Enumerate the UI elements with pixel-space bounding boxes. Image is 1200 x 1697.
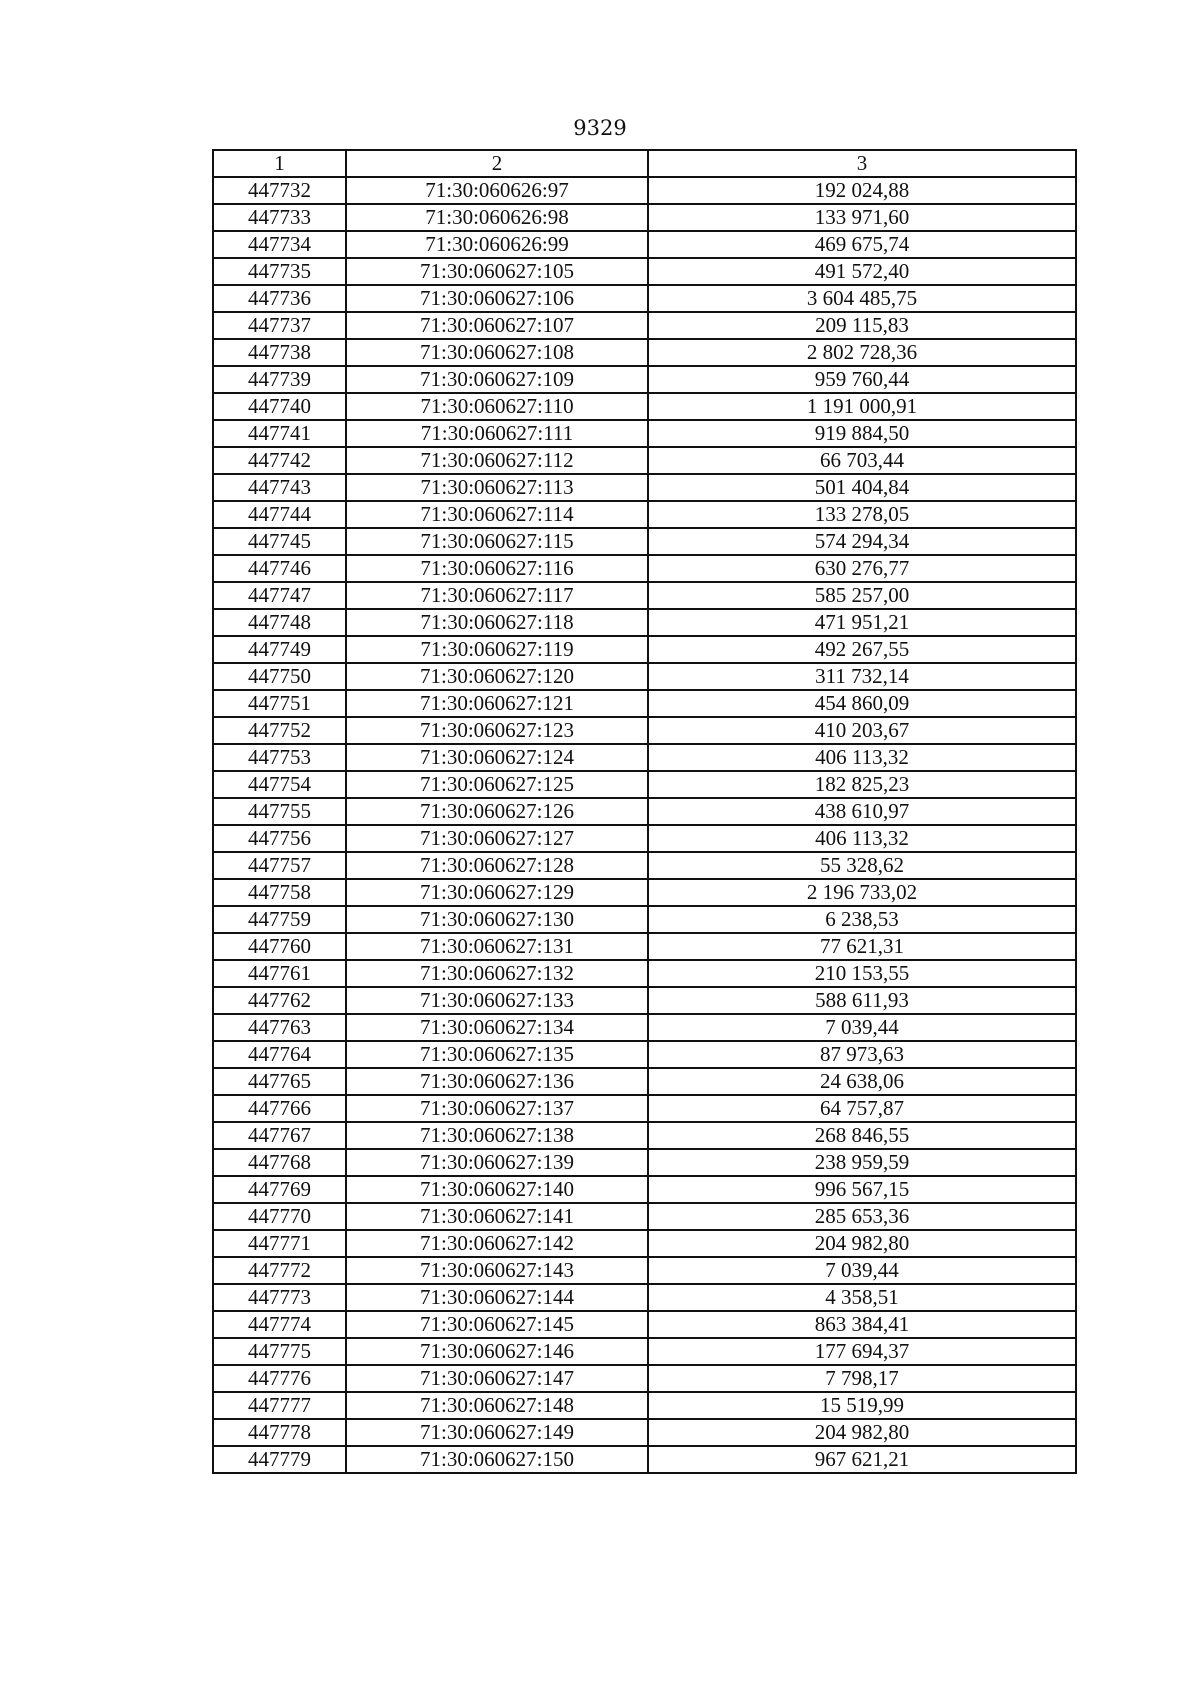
- table-row: [213, 609, 1076, 636]
- cadastral-number-cell: 71:30:060627:144: [346, 1284, 648, 1311]
- row-number-cell: 447771: [213, 1230, 346, 1257]
- row-number-cell: 447734: [213, 231, 346, 258]
- cadastral-number-cell: 71:30:060627:108: [346, 339, 648, 366]
- cadastral-value-cell: 177 694,37: [648, 1338, 1076, 1365]
- cadastral-value-cell: 471 951,21: [648, 609, 1076, 636]
- row-number-cell: 447761: [213, 960, 346, 987]
- cadastral-value-cell: 268 846,55: [648, 1122, 1076, 1149]
- table-row: [213, 555, 1076, 582]
- cadastral-number-cell: 71:30:060627:140: [346, 1176, 648, 1203]
- row-number-cell: 447749: [213, 636, 346, 663]
- table-header-row: [213, 150, 1076, 177]
- table-row: [213, 798, 1076, 825]
- row-number-cell: 447777: [213, 1392, 346, 1419]
- row-number-cell: 447764: [213, 1041, 346, 1068]
- cadastral-value-cell: 7 039,44: [648, 1257, 1076, 1284]
- table-row: [213, 663, 1076, 690]
- table-row: [213, 1068, 1076, 1095]
- cadastral-number-cell: 71:30:060627:106: [346, 285, 648, 312]
- table-row: [213, 204, 1076, 231]
- row-number-cell: 447732: [213, 177, 346, 204]
- table-row: [213, 312, 1076, 339]
- table-row: [213, 420, 1076, 447]
- cadastral-number-cell: 71:30:060627:132: [346, 960, 648, 987]
- row-number-cell: 447755: [213, 798, 346, 825]
- cadastral-number-cell: 71:30:060627:111: [346, 420, 648, 447]
- table-row: [213, 933, 1076, 960]
- cadastral-number-cell: 71:30:060627:113: [346, 474, 648, 501]
- cadastral-number-cell: 71:30:060627:135: [346, 1041, 648, 1068]
- table-row: [213, 366, 1076, 393]
- row-number-cell: 447743: [213, 474, 346, 501]
- cadastral-value-cell: 588 611,93: [648, 987, 1076, 1014]
- table-row: [213, 717, 1076, 744]
- cadastral-number-cell: 71:30:060627:105: [346, 258, 648, 285]
- cadastral-value-cell: 967 621,21: [648, 1446, 1076, 1473]
- table-row: [213, 771, 1076, 798]
- row-number-cell: 447753: [213, 744, 346, 771]
- cadastral-number-cell: 71:30:060627:136: [346, 1068, 648, 1095]
- row-number-cell: 447735: [213, 258, 346, 285]
- cadastral-number-cell: 71:30:060627:138: [346, 1122, 648, 1149]
- cadastral-value-cell: 209 115,83: [648, 312, 1076, 339]
- cadastral-number-cell: 71:30:060627:116: [346, 555, 648, 582]
- row-number-cell: 447754: [213, 771, 346, 798]
- table-row: [213, 1014, 1076, 1041]
- row-number-cell: 447740: [213, 393, 346, 420]
- table-row: [213, 960, 1076, 987]
- cadastral-number-cell: 71:30:060627:114: [346, 501, 648, 528]
- cadastral-number-cell: 71:30:060627:150: [346, 1446, 648, 1473]
- row-number-cell: 447763: [213, 1014, 346, 1041]
- table-row: [213, 1419, 1076, 1446]
- cadastral-value-cell: 6 238,53: [648, 906, 1076, 933]
- cadastral-value-cell: 406 113,32: [648, 825, 1076, 852]
- table-row: [213, 1203, 1076, 1230]
- row-number-cell: 447756: [213, 825, 346, 852]
- row-number-cell: 447775: [213, 1338, 346, 1365]
- row-number-cell: 447733: [213, 204, 346, 231]
- row-number-cell: 447766: [213, 1095, 346, 1122]
- row-number-cell: 447747: [213, 582, 346, 609]
- row-number-cell: 447750: [213, 663, 346, 690]
- row-number-cell: 447748: [213, 609, 346, 636]
- cadastral-value-cell: 2 196 733,02: [648, 879, 1076, 906]
- cadastral-number-cell: 71:30:060627:115: [346, 528, 648, 555]
- cadastral-value-cell: 492 267,55: [648, 636, 1076, 663]
- cadastral-value-cell: 3 604 485,75: [648, 285, 1076, 312]
- cadastral-number-cell: 71:30:060627:124: [346, 744, 648, 771]
- row-number-cell: 447770: [213, 1203, 346, 1230]
- table-row: [213, 1338, 1076, 1365]
- cadastral-value-cell: 501 404,84: [648, 474, 1076, 501]
- table-row: [213, 744, 1076, 771]
- table-row: [213, 339, 1076, 366]
- row-number-cell: 447769: [213, 1176, 346, 1203]
- table-row: [213, 1176, 1076, 1203]
- cadastral-number-cell: 71:30:060627:137: [346, 1095, 648, 1122]
- row-number-cell: 447767: [213, 1122, 346, 1149]
- row-number-cell: 447774: [213, 1311, 346, 1338]
- row-number-cell: 447773: [213, 1284, 346, 1311]
- table-row: [213, 690, 1076, 717]
- column-header-2: 2: [346, 150, 648, 177]
- cadastral-number-cell: 71:30:060627:126: [346, 798, 648, 825]
- table-row: [213, 1284, 1076, 1311]
- table-row: [213, 987, 1076, 1014]
- table-row: [213, 285, 1076, 312]
- row-number-cell: 447736: [213, 285, 346, 312]
- table-row: [213, 1257, 1076, 1284]
- row-number-cell: 447752: [213, 717, 346, 744]
- cadastral-value-cell: 410 203,67: [648, 717, 1076, 744]
- table-row: [213, 1446, 1076, 1473]
- cadastral-number-cell: 71:30:060627:131: [346, 933, 648, 960]
- table-row: [213, 1122, 1076, 1149]
- table-row: [213, 528, 1076, 555]
- cadastral-value-cell: 192 024,88: [648, 177, 1076, 204]
- cadastral-value-cell: 24 638,06: [648, 1068, 1076, 1095]
- cadastral-value-cell: 311 732,14: [648, 663, 1076, 690]
- cadastral-value-cell: 238 959,59: [648, 1149, 1076, 1176]
- row-number-cell: 447742: [213, 447, 346, 474]
- cadastral-number-cell: 71:30:060627:149: [346, 1419, 648, 1446]
- row-number-cell: 447768: [213, 1149, 346, 1176]
- row-number-cell: 447746: [213, 555, 346, 582]
- cadastral-value-cell: 996 567,15: [648, 1176, 1076, 1203]
- row-number-cell: 447758: [213, 879, 346, 906]
- cadastral-number-cell: 71:30:060626:97: [346, 177, 648, 204]
- cadastral-number-cell: 71:30:060627:143: [346, 1257, 648, 1284]
- cadastral-number-cell: 71:30:060626:98: [346, 204, 648, 231]
- cadastral-value-cell: 4 358,51: [648, 1284, 1076, 1311]
- cadastral-number-cell: 71:30:060627:123: [346, 717, 648, 744]
- table-row: [213, 177, 1076, 204]
- cadastral-value-cell: 133 971,60: [648, 204, 1076, 231]
- cadastral-number-cell: 71:30:060627:127: [346, 825, 648, 852]
- cadastral-value-cell: 204 982,80: [648, 1419, 1076, 1446]
- row-number-cell: 447745: [213, 528, 346, 555]
- cadastral-number-cell: 71:30:060626:99: [346, 231, 648, 258]
- cadastral-value-cell: 64 757,87: [648, 1095, 1076, 1122]
- row-number-cell: 447744: [213, 501, 346, 528]
- cadastral-value-cell: 204 982,80: [648, 1230, 1076, 1257]
- cadastral-value-cell: 7 798,17: [648, 1365, 1076, 1392]
- cadastral-value-cell: 133 278,05: [648, 501, 1076, 528]
- table-row: [213, 1392, 1076, 1419]
- table-row: [213, 447, 1076, 474]
- cadastral-value-cell: 491 572,40: [648, 258, 1076, 285]
- cadastral-value-cell: 87 973,63: [648, 1041, 1076, 1068]
- cadastral-value-cell: 438 610,97: [648, 798, 1076, 825]
- cadastral-number-cell: 71:30:060627:134: [346, 1014, 648, 1041]
- column-header-3: 3: [648, 150, 1076, 177]
- row-number-cell: 447760: [213, 933, 346, 960]
- cadastral-value-cell: 2 802 728,36: [648, 339, 1076, 366]
- cadastral-number-cell: 71:30:060627:110: [346, 393, 648, 420]
- cadastral-number-cell: 71:30:060627:141: [346, 1203, 648, 1230]
- table-row: [213, 906, 1076, 933]
- row-number-cell: 447779: [213, 1446, 346, 1473]
- table-row: [213, 1311, 1076, 1338]
- table-body: [213, 177, 1076, 1473]
- row-number-cell: 447757: [213, 852, 346, 879]
- cadastral-number-cell: 71:30:060627:146: [346, 1338, 648, 1365]
- table-row: [213, 393, 1076, 420]
- cadastral-value-cell: 630 276,77: [648, 555, 1076, 582]
- cadastral-number-cell: 71:30:060627:130: [346, 906, 648, 933]
- cadastral-value-cell: 454 860,09: [648, 690, 1076, 717]
- cadastral-number-cell: 71:30:060627:117: [346, 582, 648, 609]
- cadastral-value-table: [212, 149, 1077, 1474]
- table-row: [213, 582, 1076, 609]
- cadastral-number-cell: 71:30:060627:128: [346, 852, 648, 879]
- cadastral-value-cell: 919 884,50: [648, 420, 1076, 447]
- row-number-cell: 447741: [213, 420, 346, 447]
- cadastral-value-cell: 863 384,41: [648, 1311, 1076, 1338]
- cadastral-number-cell: 71:30:060627:147: [346, 1365, 648, 1392]
- cadastral-number-cell: 71:30:060627:148: [346, 1392, 648, 1419]
- row-number-cell: 447778: [213, 1419, 346, 1446]
- cadastral-value-cell: 7 039,44: [648, 1014, 1076, 1041]
- cadastral-number-cell: 71:30:060627:142: [346, 1230, 648, 1257]
- row-number-cell: 447738: [213, 339, 346, 366]
- cadastral-value-cell: 469 675,74: [648, 231, 1076, 258]
- cadastral-value-cell: 15 519,99: [648, 1392, 1076, 1419]
- cadastral-number-cell: 71:30:060627:118: [346, 609, 648, 636]
- cadastral-value-cell: 285 653,36: [648, 1203, 1076, 1230]
- cadastral-number-cell: 71:30:060627:119: [346, 636, 648, 663]
- table-row: [213, 501, 1076, 528]
- row-number-cell: 447762: [213, 987, 346, 1014]
- cadastral-number-cell: 71:30:060627:139: [346, 1149, 648, 1176]
- table-row: [213, 1365, 1076, 1392]
- table-row: [213, 1041, 1076, 1068]
- cadastral-number-cell: 71:30:060627:125: [346, 771, 648, 798]
- row-number-cell: 447765: [213, 1068, 346, 1095]
- cadastral-value-cell: 66 703,44: [648, 447, 1076, 474]
- cadastral-value-cell: 406 113,32: [648, 744, 1076, 771]
- table-row: [213, 825, 1076, 852]
- row-number-cell: 447776: [213, 1365, 346, 1392]
- column-header-1: 1: [213, 150, 346, 177]
- cadastral-value-cell: 55 328,62: [648, 852, 1076, 879]
- cadastral-value-cell: 77 621,31: [648, 933, 1076, 960]
- table-row: [213, 1230, 1076, 1257]
- table-row: [213, 1149, 1076, 1176]
- table-row: [213, 636, 1076, 663]
- table-row: [213, 258, 1076, 285]
- cadastral-number-cell: 71:30:060627:107: [346, 312, 648, 339]
- table-row: [213, 852, 1076, 879]
- cadastral-value-cell: 182 825,23: [648, 771, 1076, 798]
- row-number-cell: 447737: [213, 312, 346, 339]
- cadastral-value-cell: 959 760,44: [648, 366, 1076, 393]
- cadastral-number-cell: 71:30:060627:120: [346, 663, 648, 690]
- cadastral-number-cell: 71:30:060627:129: [346, 879, 648, 906]
- row-number-cell: 447772: [213, 1257, 346, 1284]
- cadastral-value-cell: 574 294,34: [648, 528, 1076, 555]
- table-row: [213, 231, 1076, 258]
- cadastral-value-cell: 1 191 000,91: [648, 393, 1076, 420]
- cadastral-number-cell: 71:30:060627:121: [346, 690, 648, 717]
- cadastral-number-cell: 71:30:060627:133: [346, 987, 648, 1014]
- row-number-cell: 447739: [213, 366, 346, 393]
- table-row: [213, 1095, 1076, 1122]
- page-number: 9329: [573, 116, 627, 140]
- cadastral-number-cell: 71:30:060627:109: [346, 366, 648, 393]
- cadastral-value-cell: 210 153,55: [648, 960, 1076, 987]
- table-row: [213, 879, 1076, 906]
- row-number-cell: 447751: [213, 690, 346, 717]
- cadastral-value-cell: 585 257,00: [648, 582, 1076, 609]
- cadastral-number-cell: 71:30:060627:112: [346, 447, 648, 474]
- table-row: [213, 474, 1076, 501]
- row-number-cell: 447759: [213, 906, 346, 933]
- cadastral-number-cell: 71:30:060627:145: [346, 1311, 648, 1338]
